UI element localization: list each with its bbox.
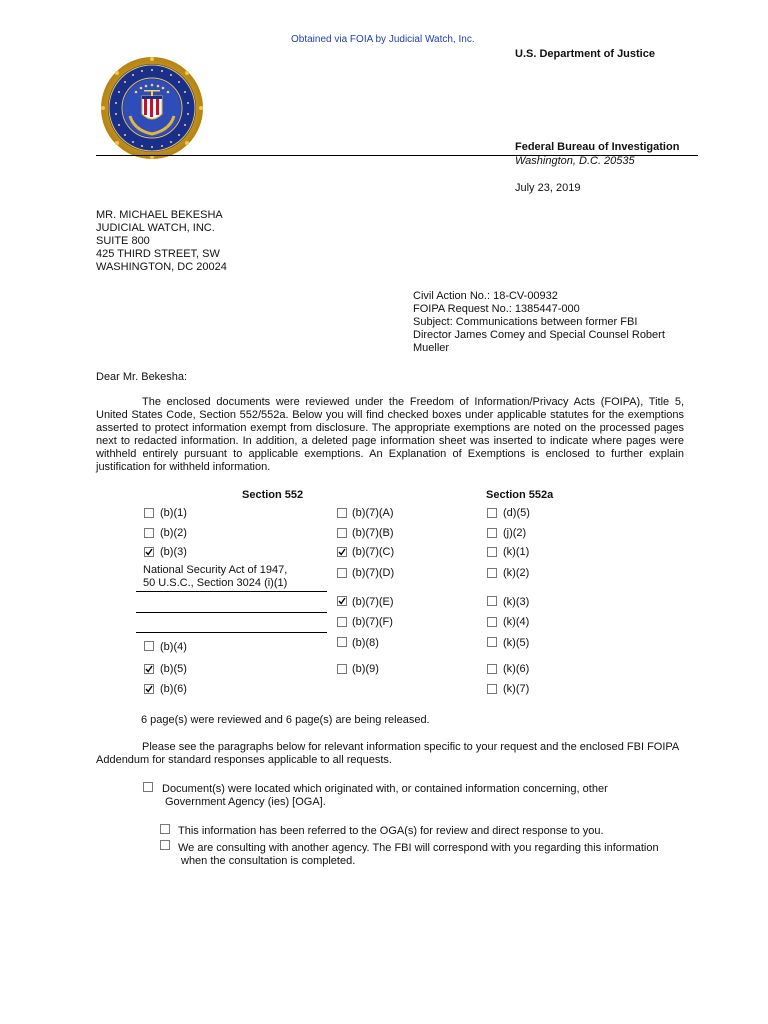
checkbox-b7d[interactable] bbox=[337, 568, 347, 578]
exemption-label: (k)(3) bbox=[503, 596, 530, 608]
exemption-label: (b)(1) bbox=[160, 507, 187, 519]
exemption-label: (b)(7)(C) bbox=[352, 546, 395, 558]
exemption-label: (b)(4) bbox=[160, 641, 187, 653]
recipient-line: MR. MICHAEL BEKESHA bbox=[96, 209, 223, 221]
intro-paragraph: The enclosed documents were reviewed under the Freedom of Information/Privacy Acts (FOIPA), Title 5, United States Code, Section 552/552a. Below you will find checked boxes under applicable statutes for the exemptions asserted to protect information exempt from disclosure. The appropriate exemptions are noted on the processed pages next to redacted information. In addition, a deleted page information sheet was inserted to indicate where pages were withheld entirely pursuant to applicable exemptions. An Explanation of Exemptions is enclosed to further explain justification for withheld information. bbox=[96, 396, 684, 473]
reference-block bbox=[413, 290, 665, 355]
exemption-label: (d)(5) bbox=[503, 507, 530, 519]
exemption-label: (b)(2) bbox=[160, 527, 187, 539]
checkbox-b2[interactable] bbox=[144, 528, 154, 538]
checkbox-b1[interactable] bbox=[144, 508, 154, 518]
exemption-label: (k)(2) bbox=[503, 567, 530, 579]
checkbox-b7f[interactable] bbox=[337, 617, 347, 627]
statute-text bbox=[143, 564, 287, 590]
exemption-label: (b)(7)(E) bbox=[352, 596, 394, 608]
checkbox-k2[interactable] bbox=[487, 568, 497, 578]
exemption-label: (b)(7)(A) bbox=[352, 507, 394, 519]
recipient-line: WASHINGTON, DC 20024 bbox=[96, 261, 227, 273]
checkbox-d5[interactable] bbox=[487, 508, 497, 518]
exemption-label: (k)(6) bbox=[503, 663, 530, 675]
subject-line: Mueller bbox=[413, 342, 450, 354]
recipient-line: SUITE 800 bbox=[96, 235, 150, 247]
checkbox-b7b[interactable] bbox=[337, 528, 347, 538]
checkmark-icon bbox=[338, 548, 346, 556]
department-name: U.S. Department of Justice bbox=[515, 48, 655, 60]
recipient-line: JUDICIAL WATCH, INC. bbox=[96, 222, 215, 234]
letter-date: July 23, 2019 bbox=[515, 182, 581, 194]
oga-referred-text: This information has been referred to the OGA(s) for review and direct response to you. bbox=[178, 825, 604, 837]
exemption-label: (b)(6) bbox=[160, 683, 187, 695]
exemption-label: (b)(5) bbox=[160, 663, 187, 675]
foipa-request-number: FOIPA Request No.: 1385447-000 bbox=[413, 303, 580, 315]
checkmark-icon bbox=[338, 597, 346, 605]
checkbox-k5[interactable] bbox=[487, 637, 497, 647]
exemption-label: (k)(1) bbox=[503, 546, 530, 558]
checkbox-k3[interactable] bbox=[487, 596, 497, 606]
exemption-label: (k)(5) bbox=[503, 637, 530, 649]
checkbox-b4[interactable] bbox=[144, 641, 154, 651]
exemption-label: (k)(4) bbox=[503, 616, 530, 628]
checkbox-k4[interactable] bbox=[487, 617, 497, 627]
checkbox-oga-documents[interactable] bbox=[143, 782, 153, 792]
oga-documents-text bbox=[162, 783, 608, 809]
checkbox-oga-consulting[interactable] bbox=[160, 840, 170, 850]
checkbox-b9[interactable] bbox=[337, 664, 347, 674]
statute-rule-blank bbox=[136, 612, 327, 613]
checkbox-b8[interactable] bbox=[337, 637, 347, 647]
exemption-label: (b)(7)(D) bbox=[352, 567, 395, 579]
checkbox-k7[interactable] bbox=[487, 684, 497, 694]
exemption-label: (b)(8) bbox=[352, 637, 379, 649]
oga-line: when the consultation is completed. bbox=[181, 855, 356, 867]
addendum-paragraph: Please see the paragraphs below for relevant information specific to your request and the enclosed FBI FOIPA Addendum for standard responses applicable to all requests. bbox=[96, 741, 679, 766]
salutation: Dear Mr. Bekesha: bbox=[96, 371, 188, 383]
foia-watermark: Obtained via FOIA by Judicial Watch, Inc. bbox=[291, 34, 475, 45]
oga-line: Document(s) were located which originated with, or contained information concerning, other bbox=[162, 783, 608, 795]
bureau-name: Federal Bureau of Investigation bbox=[515, 141, 680, 153]
subject-line: Subject: Communications between former FBI bbox=[413, 316, 638, 328]
oga-consulting-text bbox=[178, 842, 659, 868]
statute-rule bbox=[136, 591, 327, 592]
recipient-address bbox=[96, 209, 227, 274]
checkbox-k1[interactable] bbox=[487, 547, 497, 557]
exemption-label: (b)(7)(F) bbox=[352, 616, 393, 628]
checkbox-b7e[interactable] bbox=[337, 596, 347, 606]
statute-rule-blank bbox=[136, 632, 327, 633]
checkbox-b7c[interactable] bbox=[337, 547, 347, 557]
checkbox-b7a[interactable] bbox=[337, 508, 347, 518]
exemption-label: (b)(7)(B) bbox=[352, 527, 394, 539]
oga-line: Government Agency (ies) [OGA]. bbox=[165, 796, 326, 808]
exemption-label: (k)(7) bbox=[503, 683, 530, 695]
recipient-line: 425 THIRD STREET, SW bbox=[96, 248, 220, 260]
exemption-label: (j)(2) bbox=[503, 527, 527, 539]
exemption-label: (b)(9) bbox=[352, 663, 379, 675]
statute-line: National Security Act of 1947, bbox=[143, 564, 288, 576]
checkbox-b5[interactable] bbox=[144, 664, 154, 674]
checkmark-icon bbox=[145, 685, 153, 693]
checkmark-icon bbox=[145, 548, 153, 556]
section-552-heading: Section 552 bbox=[242, 489, 304, 501]
subject-line: Director James Comey and Special Counsel Robert bbox=[413, 329, 665, 341]
exemption-label: (b)(3) bbox=[160, 546, 187, 558]
statute-line: 50 U.S.C., Section 3024 (i)(1) bbox=[143, 577, 288, 589]
bureau-address: Washington, D.C. 20535 bbox=[515, 155, 635, 167]
oga-line: We are consulting with another agency. The FBI will correspond with you regarding this information bbox=[178, 842, 659, 854]
civil-action-number: Civil Action No.: 18-CV-00932 bbox=[413, 290, 558, 302]
checkbox-b6[interactable] bbox=[144, 684, 154, 694]
pages-statement: 6 page(s) were reviewed and 6 page(s) are being released. bbox=[141, 714, 430, 726]
checkbox-j2[interactable] bbox=[487, 528, 497, 538]
section-552a-heading: Section 552a bbox=[486, 489, 554, 501]
checkbox-oga-referred[interactable] bbox=[160, 824, 170, 834]
checkbox-b3[interactable] bbox=[144, 547, 154, 557]
checkbox-k6[interactable] bbox=[487, 664, 497, 674]
checkmark-icon bbox=[145, 665, 153, 673]
fbi-seal-icon bbox=[100, 56, 204, 160]
